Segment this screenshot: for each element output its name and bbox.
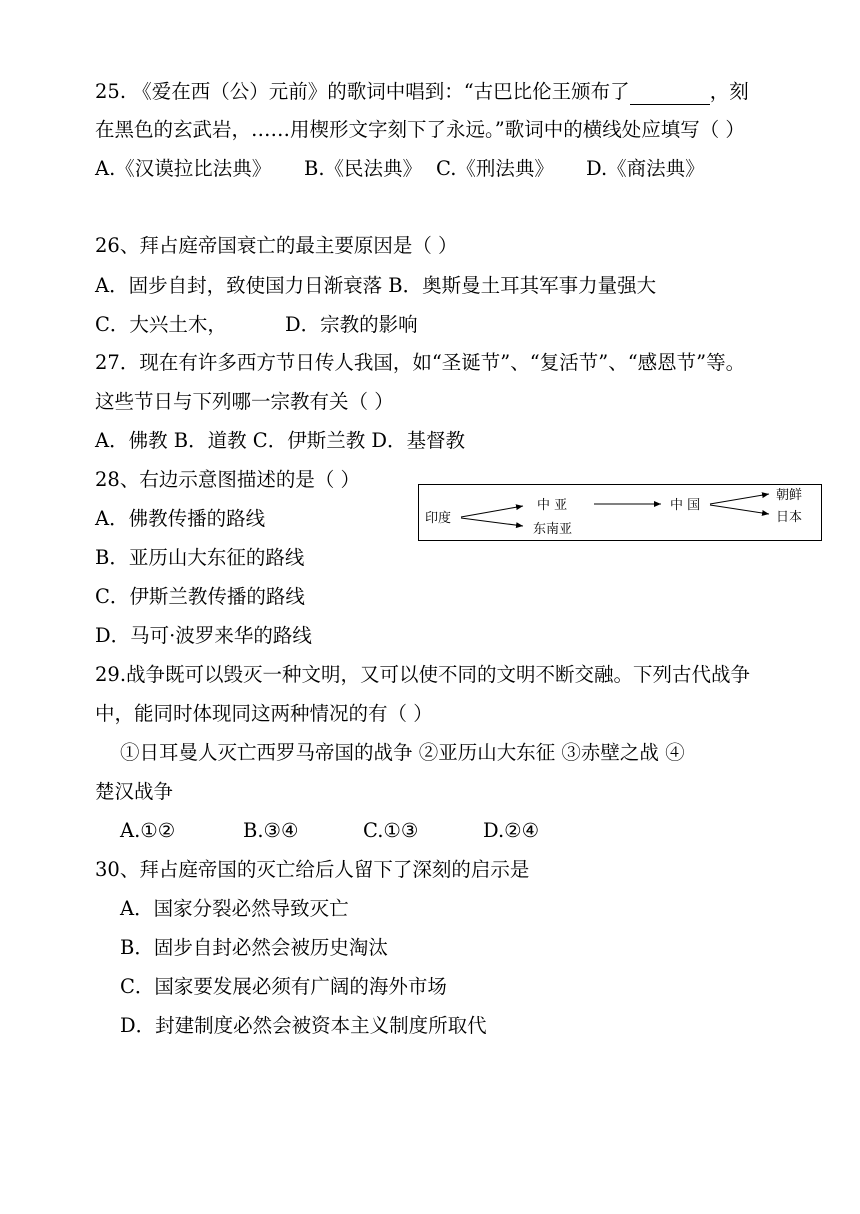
- q25-answer-blank: [630, 80, 710, 105]
- q29-line1: 29.战争既可以毁灭一种文明，又可以使不同的文明不断交融。下列古代战争: [95, 663, 751, 686]
- arrow-china-korea: [710, 494, 769, 504]
- q28-option-c: C．伊斯兰教传播的路线: [95, 585, 305, 608]
- q29-line3: ①日耳曼人灭亡西罗马帝国的战争 ②亚历山大东征 ③赤壁之战 ④: [120, 741, 685, 764]
- q25-line1: [95, 80, 749, 105]
- q28-route-diagram: [418, 484, 822, 541]
- q26-option-c: C．大兴土木，: [95, 313, 227, 336]
- q26-options-ab: A．固步自封，致使国力日渐衰落 B．奥斯曼土耳其军事力量强大: [95, 274, 657, 297]
- q25-line2: 在黑色的玄武岩，……用楔形文字刻下了永远。”歌词中的横线处应填写（ ）: [95, 118, 745, 141]
- q25-option-c: C.《刑法典》: [436, 157, 554, 180]
- q25-text-b: ，刻: [709, 80, 749, 103]
- q28-stem: 28、右边示意图描述的是（ ）: [95, 468, 361, 491]
- q25-option-b: B.《民法典》: [304, 157, 423, 180]
- arrow-india-central-asia: [461, 506, 523, 517]
- diagram-label-india: 印度: [425, 511, 452, 526]
- diagram-label-korea: 朝鲜: [776, 488, 803, 503]
- q30-option-d: D．封建制度必然会被资本主义制度所取代: [120, 1014, 487, 1037]
- q26-option-d: D．宗教的影响: [285, 313, 418, 336]
- q28-option-a: A．佛教传播的路线: [95, 507, 266, 530]
- q27-options: A．佛教 B．道教 C．伊斯兰教 D．基督教: [95, 429, 466, 452]
- q27-line2: 这些节日与下列哪一宗教有关（ ）: [95, 390, 394, 413]
- q29-option-a: A.①②: [120, 819, 176, 842]
- q26-stem: 26、拜占庭帝国衰亡的最主要原因是（ ）: [95, 234, 458, 257]
- q30-option-a: A．国家分裂必然导致灭亡: [120, 897, 349, 920]
- q30-option-c: C．国家要发展必须有广阔的海外市场: [120, 975, 447, 998]
- q30-option-b: B．固步自封必然会被历史淘汰: [120, 936, 388, 959]
- diagram-label-japan: 日本: [776, 510, 803, 525]
- arrow-india-southeast-asia: [461, 518, 523, 526]
- arrow-china-japan: [710, 505, 769, 514]
- q28-option-d: D．马可·波罗来华的路线: [95, 624, 312, 647]
- q28-option-b: B．亚历山大东征的路线: [95, 546, 305, 569]
- q29-line2: 中，能同时体现同这两种情况的有（ ）: [95, 702, 433, 725]
- diagram-label-southeast-asia: 东南亚: [533, 522, 573, 537]
- diagram-label-central-asia: 中 亚: [537, 498, 568, 513]
- q29-option-c: C.①③: [363, 819, 419, 842]
- q25-option-a: A.《汉谟拉比法典》: [95, 157, 272, 180]
- q29-option-d: D.②④: [483, 819, 540, 842]
- diagram-label-china: 中 国: [670, 498, 701, 513]
- q30-stem: 30、拜占庭帝国的灭亡给后人留下了深刻的启示是: [95, 858, 530, 881]
- q25-option-d: D.《商法典》: [586, 157, 705, 180]
- q29-option-b: B.③④: [243, 819, 299, 842]
- q29-line4: 楚汉战争: [95, 780, 174, 803]
- q27-line1: 27．现在有许多西方节日传人我国，如“圣诞节”、“复活节”、“感恩节”等。: [95, 351, 746, 374]
- q25-text-a: 25. 《爱在西（公）元前》的歌词中唱到：“古巴比伦王颁布了: [95, 80, 630, 103]
